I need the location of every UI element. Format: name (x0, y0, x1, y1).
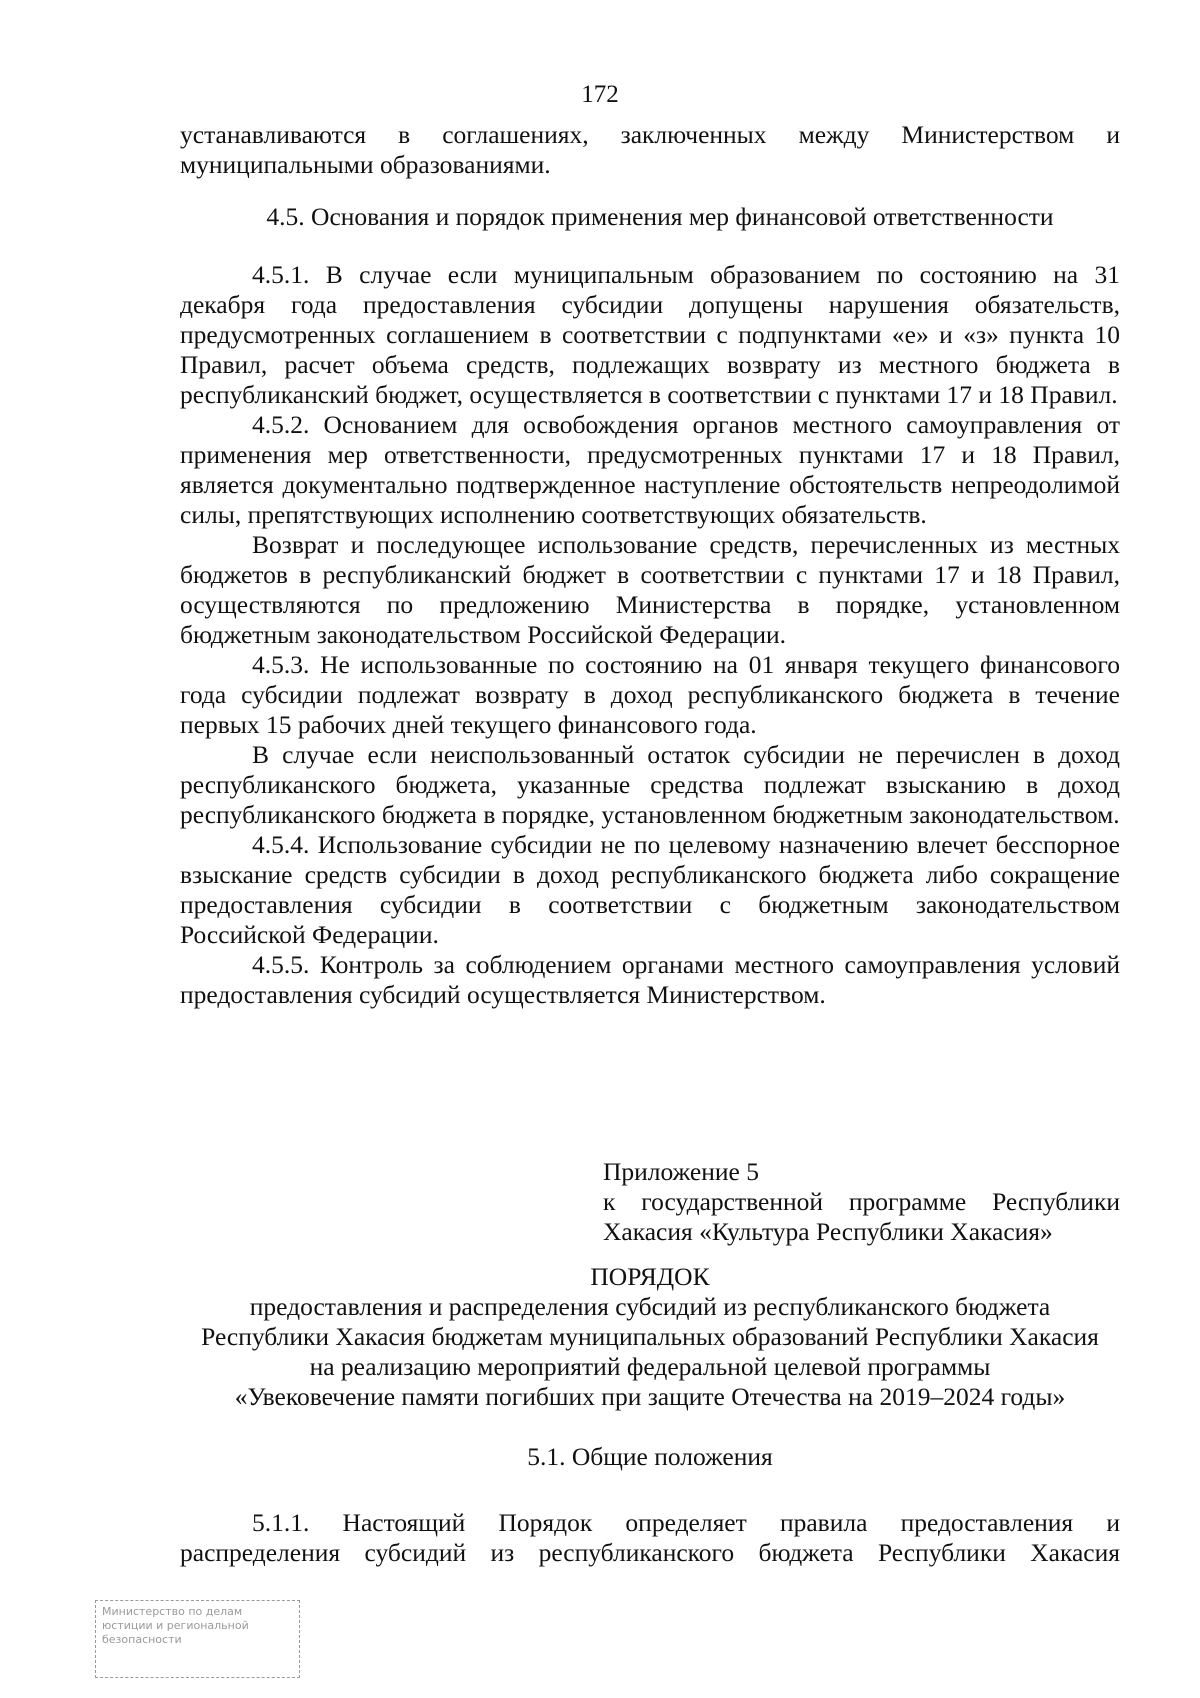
paragraph-4-5-3: 4.5.3. Не использованные по состоянию на 01 января текущего финансового года субсидии подлежат возврату в доход республиканского бюджета в течение первых 15 рабочих дней текущего финансового года. (180, 650, 1120, 739)
section-5-1-1 (180, 1508, 1120, 1568)
registration-stamp: Министерство по делам юстиции и региональной безопасности (95, 1600, 300, 1678)
section-5-1-1-line-1: 5.1.1. Настоящий Порядок определяет правила предоставления и (252, 1508, 1120, 1537)
paragraph-return-of-funds: Возврат и последующее использование средств, перечисленных из местных бюджетов в республиканский бюджет в соответствии с пунктами 17 и 18 Правил, осуществляются по предложению Министерства в порядке, установленном бюджетным законодательством Российской Федерации. (180, 530, 1120, 649)
paragraph-4-5-5: 4.5.5. Контроль за соблюдением органами местного самоуправления условий предоставления субсидий осуществляется Министерством. (180, 950, 1120, 1009)
order-subtitle-line-4: «Увековечение памяти погибших при защите Отечества на 2019–2024 годы» (234, 1382, 1066, 1411)
appendix-line-2: к государственной программе Республики (603, 1187, 1120, 1216)
section-5-1-heading: 5.1. Общие положения (527, 1442, 773, 1471)
appendix-reference (603, 1157, 1120, 1247)
order-subtitle-line-1: предоставления и распределения субсидий из республиканского бюджета (249, 1292, 1051, 1321)
appendix-line-1: Приложение 5 (603, 1157, 759, 1186)
top-paragraph-line-2: муниципальными образованиями. (180, 150, 551, 179)
section-4-5-heading: 4.5. Основания и порядок применения мер финансовой ответственности (266, 202, 1054, 231)
top-paragraph-line-1: устанавливаются в соглашениях, заключенных между Министерством и (180, 120, 1120, 149)
appendix-line-3: Хакасия «Культура Республики Хакасия» (603, 1217, 1053, 1246)
page-number: 172 (581, 81, 619, 108)
paragraph-unused-balance: В случае если неиспользованный остаток субсидии не перечислен в доход республиканского бюджета, указанные средства подлежат взысканию в доход республиканского бюджета в порядке, установленном бюджетным законодательством. (180, 740, 1120, 829)
paragraph-4-5-4: 4.5.4. Использование субсидии не по целевому назначению влечет бесспорное взыскание средств субсидии в доход республиканского бюджета либо сокращение предоставления субсидии в соответствии с бюджетным законодательством Российской Федерации. (180, 830, 1120, 949)
section-5-1-1-line-2: распределения субсидий из республиканского бюджета Республики Хакасия (180, 1538, 1120, 1567)
top-paragraph (180, 120, 1120, 180)
order-title: ПОРЯДОК (590, 1262, 710, 1291)
paragraph-4-5-1: 4.5.1. В случае если муниципальным образованием по состоянию на 31 декабря года предоставления субсидии допущены нарушения обязательств, предусмотренных соглашением в соответствии с подпунктами «е» и «з» пункта 10 Правил, расчет объема средств, подлежащих возврату из местного бюджета в республиканский бюджет, осуществляется в соответствии с пунктами 17 и 18 Правил. (180, 260, 1120, 409)
order-title-block (150, 1262, 1150, 1472)
section-4-5-body (180, 260, 1120, 1010)
order-subtitle-line-2: Республики Хакасия бюджетам муниципальных образований Республики Хакасия (201, 1322, 1099, 1351)
order-subtitle-line-3: на реализацию мероприятий федеральной целевой программы (309, 1352, 991, 1381)
paragraph-4-5-2: 4.5.2. Основанием для освобождения органов местного самоуправления от применения мер ответственности, предусмотренных пунктами 17 и 18 Правил, является документально подтвержденное наступление обстоятельств непреодолимой силы, препятствующих исполнению соответствующих обязательств. (180, 410, 1120, 529)
